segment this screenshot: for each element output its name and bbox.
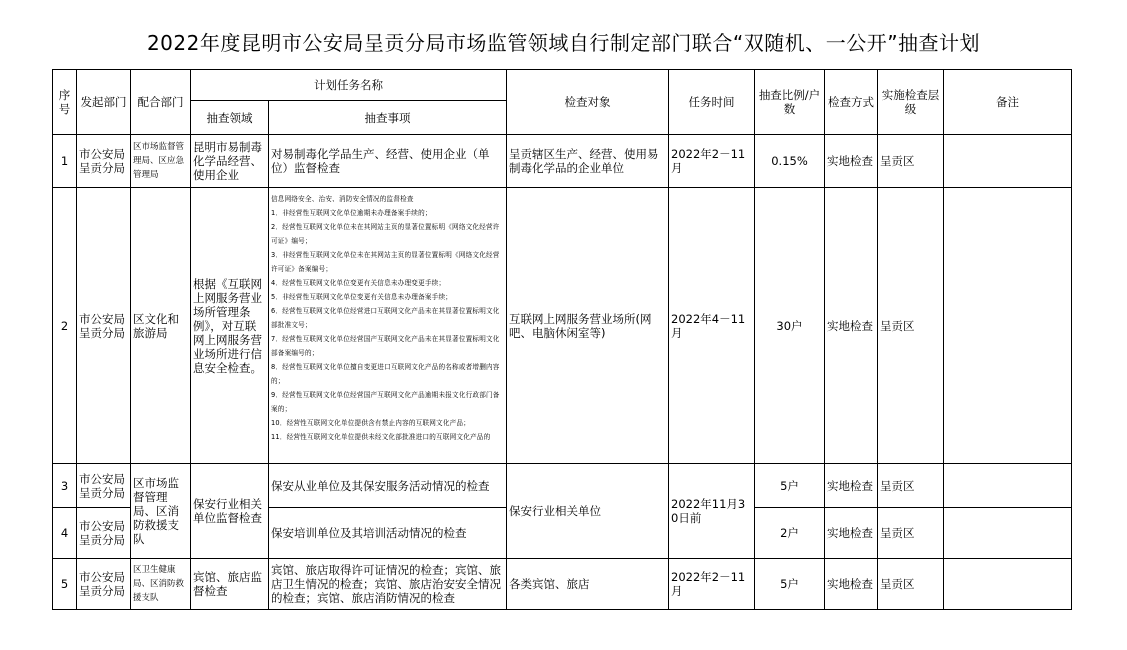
cell-ratio: 2户 xyxy=(755,508,825,559)
cell-partner: 区文化和旅游局 xyxy=(131,188,191,464)
cell-ratio: 0.15% xyxy=(755,135,825,188)
cell-level: 呈贡区 xyxy=(878,188,944,464)
cell-note xyxy=(944,559,1072,610)
item-line: 2．经营性互联网文化单位未在其网站主页的显著位置标明《网络文化经营许可证》编号； xyxy=(271,223,500,245)
cell-ratio: 5户 xyxy=(755,559,825,610)
cell-method: 实地检查 xyxy=(825,508,878,559)
cell-dept: 市公安局呈贡分局 xyxy=(77,188,131,464)
cell-method: 实地检查 xyxy=(825,135,878,188)
item-line: 10．经营性互联网文化单位提供含有禁止内容的互联网文化产品； xyxy=(271,419,471,427)
header-domain: 抽查领域 xyxy=(191,101,269,135)
header-time: 任务时间 xyxy=(669,70,755,135)
cell-domain: 宾馆、旅店监督检查 xyxy=(191,559,269,610)
table-row xyxy=(53,188,1072,464)
cell-item: 宾馆、旅店取得许可证情况的检查；宾馆、旅店卫生情况的检查；宾馆、旅店治安安全情况的检查；宾馆、旅店消防情况的检查 xyxy=(269,559,507,610)
cell-level: 呈贡区 xyxy=(878,559,944,610)
item-line: 8．经营性互联网文化单位擅自变更进口互联网文化产品的名称或者增删内容的； xyxy=(271,363,500,385)
cell-partner: 区卫生健康局、区消防救援支队 xyxy=(131,559,191,610)
inspection-plan-table xyxy=(52,69,1072,610)
header-ratio: 抽查比例/户数 xyxy=(755,70,825,135)
cell-time: 2022年2－11月 xyxy=(669,135,755,188)
item-line: 7．经营性互联网文化单位经营国产互联网文化产品未在其显著位置标明文化部备案编号的； xyxy=(271,335,500,357)
cell-time: 2022年11月30日前 xyxy=(669,464,755,559)
cell-method: 实地检查 xyxy=(825,464,878,508)
item-line: 3．非经营性互联网文化单位未在其网站主页的显著位置标明《网络文化经营许可证》备案编号； xyxy=(271,251,500,273)
cell-target: 呈贡辖区生产、经营、使用易制毒化学品的企业单位 xyxy=(507,135,669,188)
cell-note xyxy=(944,508,1072,559)
cell-target: 各类宾馆、旅店 xyxy=(507,559,669,610)
header-note: 备注 xyxy=(944,70,1072,135)
header-target: 检查对象 xyxy=(507,70,669,135)
cell-time: 2022年4－11月 xyxy=(669,188,755,464)
cell-item: 保安培训单位及其培训活动情况的检查 xyxy=(269,508,507,559)
cell-domain: 保安行业相关单位监督检查 xyxy=(191,464,269,559)
cell-seq: 3 xyxy=(53,464,77,508)
item-line: 信息网络安全、治安、消防安全情况的监督检查 xyxy=(271,195,414,203)
cell-seq: 1 xyxy=(53,135,77,188)
cell-dept: 市公安局呈贡分局 xyxy=(77,135,131,188)
cell-method: 实地检查 xyxy=(825,188,878,464)
page-title: 2022年度昆明市公安局呈贡分局市场监管领域自行制定部门联合“双随机、一公开”抽查计划 xyxy=(146,31,981,55)
cell-target: 互联网上网服务营业场所(网吧、电脑休闲室等) xyxy=(507,188,669,464)
cell-item: 对易制毒化学品生产、经营、使用企业（单位）监督检查 xyxy=(269,135,507,188)
header-level: 实施检查层级 xyxy=(878,70,944,135)
cell-seq: 4 xyxy=(53,508,77,559)
cell-dept: 市公安局呈贡分局 xyxy=(77,559,131,610)
cell-level: 呈贡区 xyxy=(878,464,944,508)
item-line: 9．经营性互联网文化单位经营国产互联网文化产品逾期未报文化行政部门备案的； xyxy=(271,391,500,413)
header-task-group: 计划任务名称 xyxy=(191,70,507,101)
header-seq: 序号 xyxy=(53,70,77,135)
header-item: 抽查事项 xyxy=(269,101,507,135)
cell-note xyxy=(944,135,1072,188)
cell-domain: 昆明市易制毒化学品经营、使用企业 xyxy=(191,135,269,188)
item-line: 11．经营性互联网文化单位提供未经文化部批准进口的互联网文化产品的 xyxy=(271,433,491,441)
cell-item: 保安从业单位及其保安服务活动情况的检查 xyxy=(269,464,507,508)
cell-seq: 2 xyxy=(53,188,77,464)
cell-partner: 区市场监督管理局、区消防救援支队 xyxy=(131,464,191,559)
cell-time: 2022年2－11月 xyxy=(669,559,755,610)
cell-method: 实地检查 xyxy=(825,559,878,610)
cell-ratio: 5户 xyxy=(755,464,825,508)
item-line: 4．经营性互联网文化单位变更有关信息未办理变更手续； xyxy=(271,279,446,287)
cell-dept: 市公安局呈贡分局 xyxy=(77,464,131,508)
item-line: 1．非经营性互联网文化单位逾期未办理备案手续的； xyxy=(271,209,432,217)
table-row xyxy=(53,464,1072,508)
header-partner: 配合部门 xyxy=(131,70,191,135)
header-dept: 发起部门 xyxy=(77,70,131,135)
table-row xyxy=(53,559,1072,610)
cell-note xyxy=(944,464,1072,508)
cell-target: 保安行业相关单位 xyxy=(507,464,669,559)
item-line: 5．非经营性互联网文化单位变更有关信息未办理备案手续； xyxy=(271,293,453,301)
cell-note xyxy=(944,188,1072,464)
cell-item-list xyxy=(269,188,507,464)
cell-partner: 区市场监督管理局、区应急管理局 xyxy=(131,135,191,188)
item-line: 6．经营性互联网文化单位经营进口互联网文化产品未在其显著位置标明文化部批准文号； xyxy=(271,307,500,329)
header-method: 检查方式 xyxy=(825,70,878,135)
cell-ratio: 30户 xyxy=(755,188,825,464)
cell-dept: 市公安局呈贡分局 xyxy=(77,508,131,559)
table-row xyxy=(53,135,1072,188)
cell-domain: 根据《互联网上网服务营业场所管理条例》，对互联网上网服务营业场所进行信息安全检查。 xyxy=(191,188,269,464)
cell-level: 呈贡区 xyxy=(878,135,944,188)
cell-seq: 5 xyxy=(53,559,77,610)
cell-level: 呈贡区 xyxy=(878,508,944,559)
